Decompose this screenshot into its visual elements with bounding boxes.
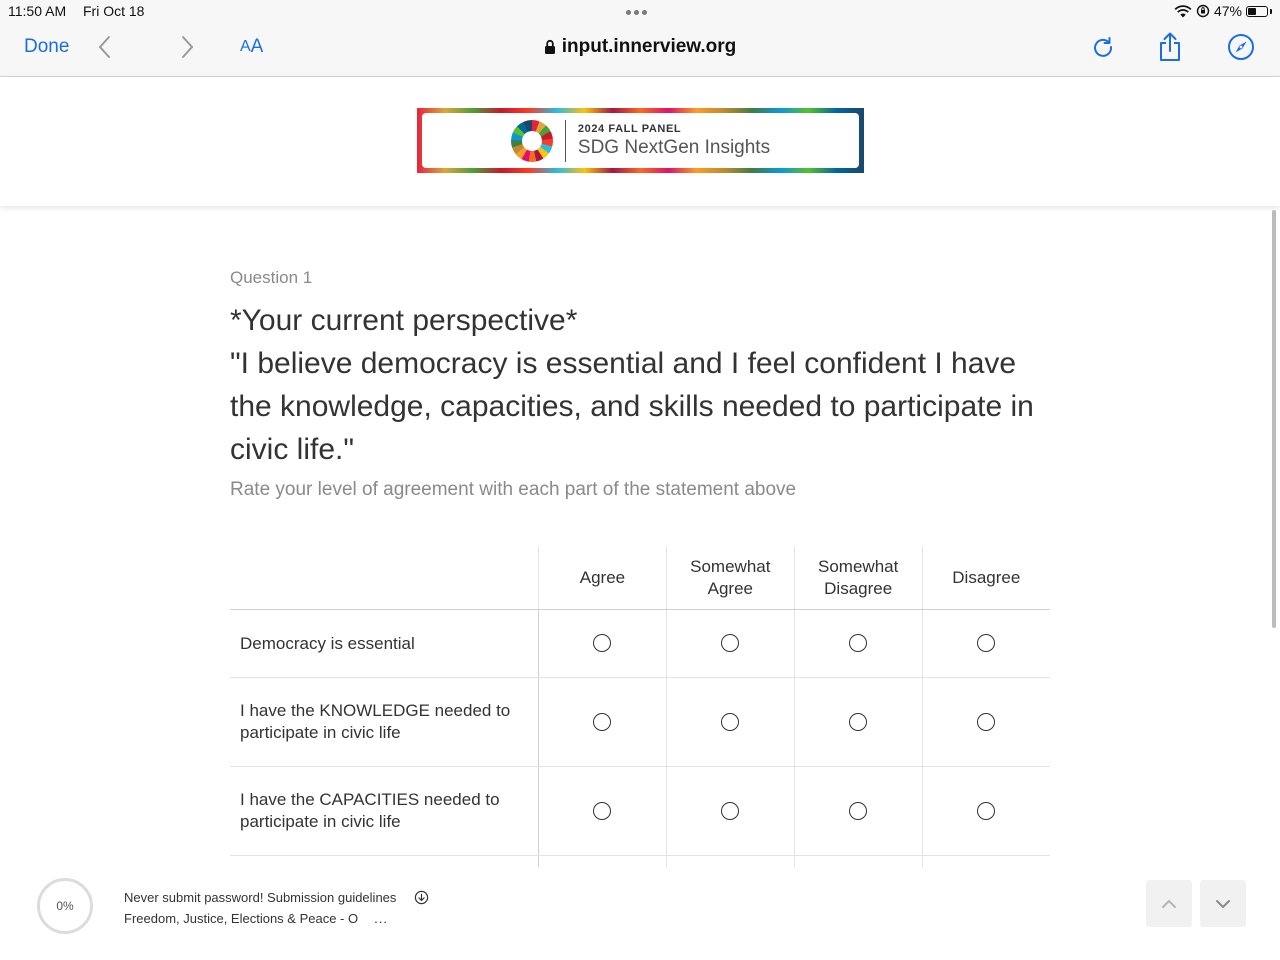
scrollbar[interactable]: [1272, 210, 1276, 628]
radio-somewhat-disagree[interactable]: [849, 713, 867, 731]
radio-somewhat-disagree[interactable]: [849, 634, 867, 652]
more-button[interactable]: ...: [374, 911, 388, 926]
matrix-row: [230, 678, 1050, 767]
chevron-up-icon: [1161, 899, 1177, 909]
url-text: input.innerview.org: [561, 36, 737, 57]
chevron-down-icon: [1215, 899, 1231, 909]
sdg-banner: [417, 108, 864, 173]
radio-somewhat-agree[interactable]: [721, 713, 739, 731]
compass-button[interactable]: [1226, 30, 1256, 64]
radio-agree[interactable]: [593, 802, 611, 820]
progress-label: 0%: [56, 899, 74, 913]
submission-notice-link[interactable]: Never submit password! Submission guidelines: [124, 890, 397, 905]
row-label: I have the KNOWLEDGE needed to participate in civic life: [230, 678, 539, 767]
matrix-row: [230, 856, 1050, 868]
question-number: Question 1: [230, 268, 313, 287]
radio-agree[interactable]: [593, 634, 611, 652]
text-size-big-label: A: [250, 36, 264, 57]
back-chevron-icon: [97, 35, 111, 59]
radio-somewhat-disagree[interactable]: [849, 802, 867, 820]
survey-header: [0, 77, 1280, 206]
rating-matrix: [230, 547, 1050, 867]
column-header-agree: Agree: [539, 547, 667, 610]
row-label: Democracy is essential: [230, 610, 539, 678]
matrix-row: [230, 767, 1050, 856]
done-button[interactable]: Done: [24, 36, 70, 57]
status-date: Fri Oct 18: [83, 3, 145, 19]
wifi-icon: [1174, 5, 1192, 18]
progress-indicator: [37, 878, 93, 934]
column-header-disagree: Disagree: [922, 547, 1050, 610]
forward-button[interactable]: [176, 30, 200, 64]
browser-toolbar: [0, 0, 1280, 77]
section-name: Freedom, Justice, Elections & Peace - O: [124, 911, 359, 926]
status-time: 11:50 AM: [8, 3, 67, 19]
compass-icon: [1227, 33, 1255, 61]
question-instruction: Rate your level of agreement with each part of the statement above: [230, 479, 797, 500]
footer-info: [124, 887, 429, 929]
reload-icon: [1092, 36, 1114, 58]
next-question-button[interactable]: [1200, 880, 1246, 927]
status-indicators: [1174, 3, 1272, 19]
question-block: [230, 268, 1060, 501]
radio-disagree[interactable]: [977, 634, 995, 652]
battery-icon: [1246, 6, 1268, 17]
question-heading: *Your current perspective*: [230, 304, 578, 337]
forward-chevron-icon: [181, 35, 195, 59]
text-size-button[interactable]: [240, 30, 263, 64]
sdg-wheel-icon: [511, 120, 553, 162]
address-bar[interactable]: [440, 30, 840, 64]
radio-disagree[interactable]: [977, 802, 995, 820]
radio-somewhat-agree[interactable]: [721, 802, 739, 820]
reload-button[interactable]: [1090, 30, 1116, 64]
matrix-row: [230, 610, 1050, 678]
orientation-lock-icon: [1196, 4, 1210, 18]
multitasking-dots-icon[interactable]: [626, 10, 647, 15]
previous-question-button[interactable]: [1146, 880, 1192, 927]
radio-disagree[interactable]: [977, 713, 995, 731]
survey-footer: [0, 870, 1280, 960]
column-header-somewhat-disagree: Somewhat Disagree: [794, 547, 922, 610]
question-text: "I believe democracy is essential and I feel confident I have the knowledge, capacities, and skills needed to participate in civic life.": [230, 347, 1034, 466]
radio-somewhat-agree[interactable]: [721, 634, 739, 652]
row-label: [230, 856, 539, 868]
radio-agree[interactable]: [593, 713, 611, 731]
banner-title: SDG NextGen Insights: [577, 136, 771, 158]
matrix-corner: [230, 547, 539, 610]
share-button[interactable]: [1156, 30, 1184, 64]
column-header-somewhat-agree: Somewhat Agree: [666, 547, 794, 610]
row-label: I have the CAPACITIES needed to participate in civic life: [230, 767, 539, 856]
battery-percent: 47%: [1213, 3, 1242, 19]
lock-icon: [544, 39, 556, 55]
arrow-down-circle-icon[interactable]: [414, 890, 429, 905]
text-size-small-label: A: [240, 38, 251, 55]
back-button[interactable]: [92, 30, 116, 64]
banner-kicker: 2024 FALL PANEL: [577, 122, 682, 135]
share-icon: [1158, 32, 1182, 62]
battery-level: [1248, 8, 1256, 15]
